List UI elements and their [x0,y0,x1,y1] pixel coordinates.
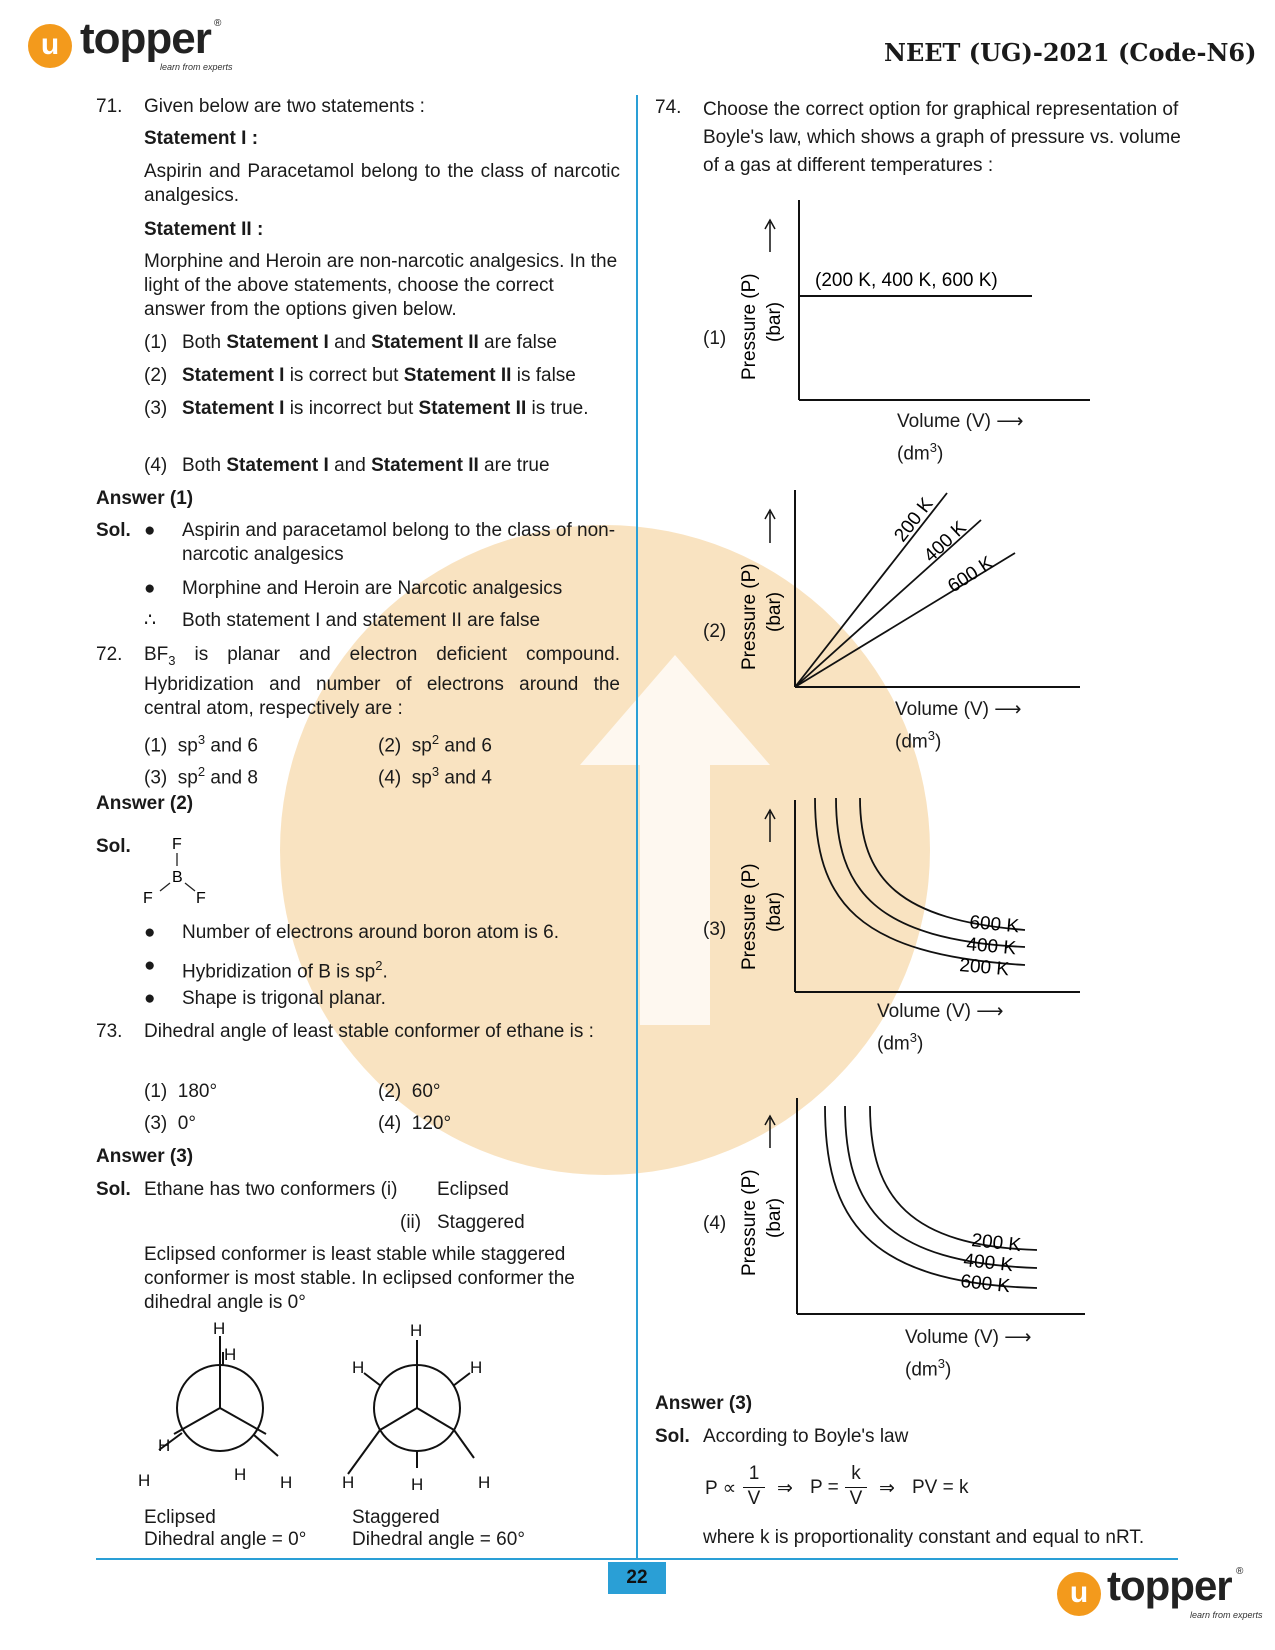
exam-code: NEET (UG)-2021 (Code-N6) [884,38,1257,67]
g1-ylabel: Pressure (P) [739,273,760,380]
q74-answer: Answer (3) [655,1393,753,1414]
stag-h: H [352,1358,365,1377]
q71-sol-label: Sol. [96,520,131,541]
therefore-icon: ∴ [144,610,157,631]
q73-conformer-2-num: (ii) [400,1212,422,1233]
eclipsed-label: Eclipsed [144,1507,216,1528]
q71-option-2: (2) [144,365,168,386]
stag-h: H [411,1475,424,1494]
g4-ylabel: Pressure (P) [739,1169,760,1276]
footer-registered-icon: ® [1236,1566,1244,1577]
arrow-right-icon: ⟶ [1004,1327,1032,1348]
q73-option-3: (3) 0° [144,1113,196,1134]
q71-option-3-text: Statement I is incorrect but Statement II is true. [182,398,589,419]
atom-b: B [172,869,183,886]
eclipsed-angle: Dihedral angle = 0° [144,1529,307,1550]
g4-option-number: (4) [703,1213,727,1234]
q71-stem: Given below are two statements : [144,96,425,117]
q71-option-4-text: Both Statement I and Statement II are true [182,455,550,476]
q71-s2-label: Statement II : [144,219,264,240]
q73-option-4: (4) 120° [378,1113,452,1134]
g1-label: (200 K, 400 K, 600 K) [815,270,998,291]
q72-stem: $BF_3$ is planar and electron deficient compound. Hybridization and number of electrons around the central atom, respectively are : [144,644,620,719]
q72-option-3: (3) $sp^2$ and 8 [144,764,258,789]
atom-f-right: F [196,890,206,907]
g2-xlabel: Volume (V) ⟶ [895,699,1022,720]
g4-label-400k: 400 K [962,1250,1015,1277]
ecl-h: H [234,1465,247,1484]
logo-u-icon: u [28,24,72,68]
q72-answer: Answer (2) [96,793,194,814]
header-logo: topper [80,14,211,63]
q72-option-2: (2) $sp^2$ and 6 [378,732,492,757]
bullet-icon: ● [144,955,156,976]
q71-sol-point-3: Both statement I and statement II are false [182,610,541,631]
q71-s2-text: Morphine and Heroin are non-narcotic analgesics. In the light of the above statements, choose the correct answer from the options given below. [144,251,618,320]
graph-1 [735,200,1095,405]
staggered-newman [348,1340,474,1474]
graph-2 [735,485,1095,690]
arrow-right-icon: ⟶ [996,411,1024,432]
g4-label-600k: 600 K [959,1271,1012,1298]
q72-option-1: (1) $sp^3$ and 6 [144,732,258,757]
staggered-angle: Dihedral angle = 60° [352,1529,525,1550]
q71-option-2-text: Statement I is correct but Statement II is false [182,365,576,386]
g4-curve-200k [870,1106,1037,1250]
q71-s1-text: Aspirin and Paracetamol belong to the class of narcotic analgesics. [144,161,620,206]
q74-number: 74. [655,97,682,118]
page-number: 22 [608,1562,666,1594]
eclipsed-newman [159,1336,278,1456]
g3-label-400k: 400 K [965,934,1017,960]
g1-xlabel: Volume (V) ⟶ [897,411,1024,432]
graph-4 [735,1098,1095,1318]
q71-option-4: (4) [144,455,168,476]
g2-ylabel: Pressure (P) [739,563,760,670]
q73-number: 73. [96,1021,123,1042]
bullet-icon: ● [144,520,156,541]
q73-sol-text: Ethane has two conformers (i) [144,1179,398,1200]
ecl-h: H [280,1473,293,1492]
g3-option-number: (3) [703,919,727,940]
stag-h: H [342,1473,355,1492]
bullet-icon: ● [144,922,156,943]
atom-f-left: F [143,890,153,907]
q71-option-1: (1) [144,332,168,353]
q72-number: 72. [96,644,123,665]
g3-xlabel: Volume (V) ⟶ [877,1001,1004,1022]
footer-logo-u-icon: u [1057,1572,1101,1616]
bullet-icon: ● [144,578,156,599]
q71-option-1-text: Both Statement I and Statement II are false [182,332,557,353]
g3-label-600k: 600 K [968,912,1020,938]
g1-option-number: (1) [703,328,727,349]
q73-answer: Answer (3) [96,1146,194,1167]
bullet-icon: ● [144,988,156,1009]
footer-tagline: learn from experts [1190,1610,1263,1620]
q73-stem: Dihedral angle of least stable conformer of ethane is : [144,1021,594,1042]
q74-sol-label: Sol. [655,1426,690,1447]
q71-sol-point-2: Morphine and Heroin are Narcotic analgesics [182,578,563,599]
footer-logo: topper [1107,1562,1232,1609]
g3-xunit: $(dm^3)$ [877,1030,924,1055]
q71-answer: Answer (1) [96,488,194,509]
registered-icon: ® [214,18,222,29]
q74-stem: Choose the correct option for graphical representation of Boyle's law, which shows a graph of pressure vs. volume of a gas at different temperatures : [703,99,1181,176]
q72-option-4: (4) $sp^3$ and 4 [378,764,492,789]
q73-option-2: (2) 60° [378,1081,441,1102]
g3-ylabel: Pressure (P) [739,863,760,970]
ecl-h: H [138,1471,151,1490]
q72-sol-point-1: Number of electrons around boron atom is 6. [182,922,560,943]
ecl-h: H [158,1436,171,1455]
q71-option-3: (3) [144,398,168,419]
stag-h: H [410,1321,423,1340]
arrow-right-icon: ⟶ [976,1001,1004,1022]
g3-yunit: (bar) [764,891,785,932]
q71-number: 71. [96,96,123,117]
q74-sol-text: According to Boyle's law [703,1426,909,1447]
stag-h: H [478,1473,491,1492]
q72-sol-label: Sol. [96,836,131,857]
g2-option-number: (2) [703,621,727,642]
arrow-right-icon: ⟶ [994,699,1022,720]
q73-conformer-1: Eclipsed [437,1179,509,1200]
g4-label-200k: 200 K [970,1230,1023,1257]
g1-xunit: $(dm^3)$ [897,440,944,465]
g3-curve-600k [860,798,1025,930]
q73-explanation: Eclipsed conformer is least stable while staggered conformer is most stable. In eclipsed conformer the dihedral angle is 0° [144,1244,575,1313]
g2-xunit: $(dm^3)$ [895,728,942,753]
g2-label-200k: 200 K [890,494,938,547]
staggered-label: Staggered [352,1507,440,1528]
q71-sol-point-1: Aspirin and paracetamol belong to the class of non-narcotic analgesics [182,520,616,565]
g2-yunit: (bar) [764,591,785,632]
q74-where: where k is proportionality constant and equal to nRT. [703,1527,1145,1548]
q72-sol-point-2: Hybridization of B is $sp^2$. [182,958,388,983]
g1-yunit: (bar) [764,301,785,342]
ecl-h: H [224,1345,237,1364]
g3-label-200k: 200 K [958,955,1010,981]
q73-option-1: (1) 180° [144,1081,218,1102]
g4-xunit: $(dm^3)$ [905,1356,952,1381]
q72-sol-point-3: Shape is trigonal planar. [182,988,386,1009]
q73-sol-label: Sol. [96,1179,131,1200]
header-tagline: learn from experts [160,62,233,72]
column-divider [636,95,638,1560]
footer-rule [96,1558,1178,1560]
g4-yunit: (bar) [764,1197,785,1238]
q71-s1-label: Statement I : [144,128,259,149]
ecl-h: H [213,1319,226,1338]
newman-projections [136,1318,556,1506]
graph-3 [735,790,1095,995]
g2-label-400k: 400 K [920,517,971,567]
stag-h: H [470,1358,483,1377]
atom-f-top: F [172,836,182,853]
q73-conformer-2: Staggered [437,1212,525,1233]
bf3-structure [140,833,220,911]
g4-xlabel: Volume (V) ⟶ [905,1327,1032,1348]
g2-label-600k: 600 K [944,552,998,598]
